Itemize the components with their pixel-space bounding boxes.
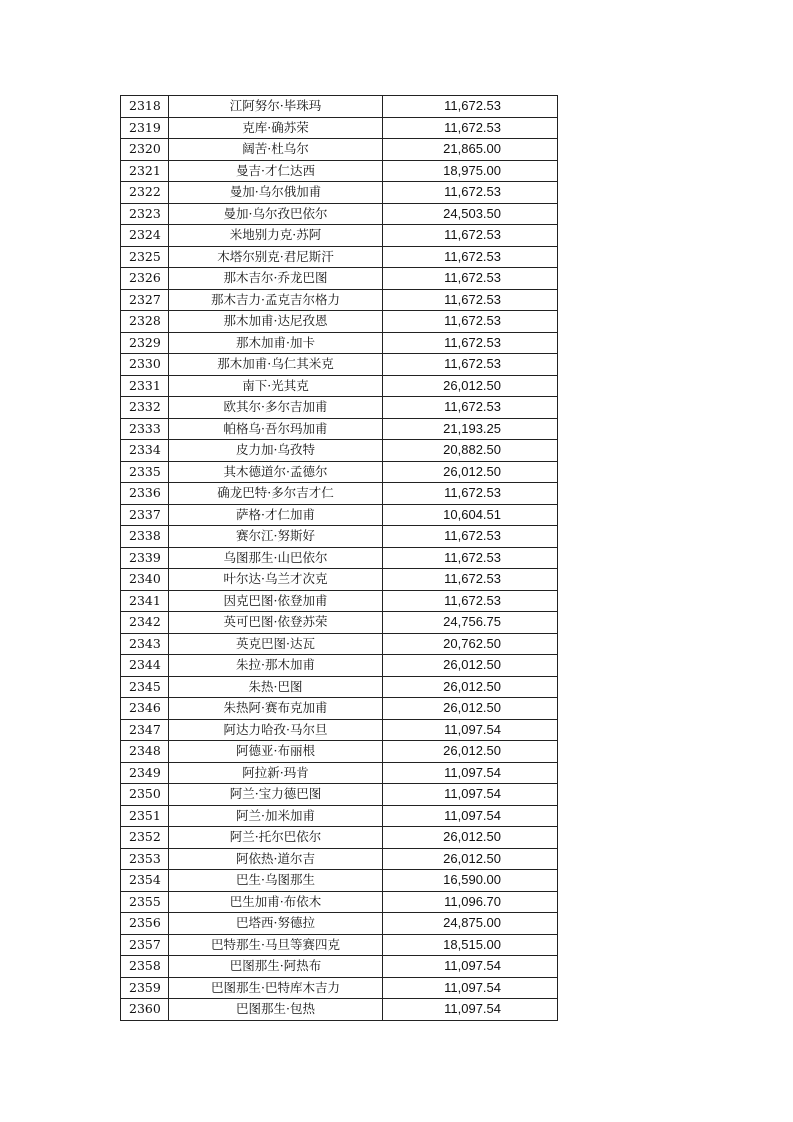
row-number-cell: 2318 (121, 96, 169, 118)
payee-name-cell: 阿依热·道尔吉 (169, 848, 383, 870)
payee-name-cell: 巴图那生·包热 (169, 999, 383, 1021)
table-row (121, 676, 558, 698)
table-row (121, 504, 558, 526)
row-number-cell: 2353 (121, 848, 169, 870)
payee-name-cell: 阿兰·宝力德巴图 (169, 784, 383, 806)
amount-cell: 11,097.54 (383, 784, 558, 806)
table-row (121, 96, 558, 118)
table-row (121, 139, 558, 161)
amount-cell: 16,590.00 (383, 870, 558, 892)
table-row (121, 590, 558, 612)
row-number-cell: 2342 (121, 612, 169, 634)
amount-cell: 24,503.50 (383, 203, 558, 225)
row-number-cell: 2326 (121, 268, 169, 290)
row-number-cell: 2319 (121, 117, 169, 139)
table-row (121, 913, 558, 935)
table-row (121, 612, 558, 634)
payee-name-cell: 萨格·才仁加甫 (169, 504, 383, 526)
amount-cell: 11,672.53 (383, 332, 558, 354)
row-number-cell: 2333 (121, 418, 169, 440)
table-row (121, 956, 558, 978)
amount-cell: 26,012.50 (383, 848, 558, 870)
amount-cell: 26,012.50 (383, 827, 558, 849)
table-row (121, 117, 558, 139)
table-row (121, 246, 558, 268)
amount-cell: 18,515.00 (383, 934, 558, 956)
amount-cell: 11,672.53 (383, 246, 558, 268)
row-number-cell: 2345 (121, 676, 169, 698)
row-number-cell: 2330 (121, 354, 169, 376)
payee-name-cell: 帕格乌·吾尔玛加甫 (169, 418, 383, 440)
row-number-cell: 2334 (121, 440, 169, 462)
table-row (121, 934, 558, 956)
payee-name-cell: 巴图那生·阿热布 (169, 956, 383, 978)
payment-ledger-table (120, 95, 558, 1021)
payee-name-cell: 阿达力哈孜·马尔旦 (169, 719, 383, 741)
payee-name-cell: 巴图那生·巴特库木吉力 (169, 977, 383, 999)
payee-name-cell: 那木加甫·达尼孜恩 (169, 311, 383, 333)
payee-name-cell: 南下·光其克 (169, 375, 383, 397)
row-number-cell: 2329 (121, 332, 169, 354)
amount-cell: 11,097.54 (383, 762, 558, 784)
row-number-cell: 2338 (121, 526, 169, 548)
table-row (121, 762, 558, 784)
payee-name-cell: 阿兰·加米加甫 (169, 805, 383, 827)
amount-cell: 11,097.54 (383, 999, 558, 1021)
payee-name-cell: 朱拉·那木加甫 (169, 655, 383, 677)
amount-cell: 11,096.70 (383, 891, 558, 913)
row-number-cell: 2349 (121, 762, 169, 784)
amount-cell: 11,097.54 (383, 805, 558, 827)
amount-cell: 26,012.50 (383, 676, 558, 698)
amount-cell: 26,012.50 (383, 461, 558, 483)
amount-cell: 24,756.75 (383, 612, 558, 634)
payee-name-cell: 那木吉力·孟克吉尔格力 (169, 289, 383, 311)
row-number-cell: 2344 (121, 655, 169, 677)
payee-name-cell: 那木吉尔·乔龙巴图 (169, 268, 383, 290)
payee-name-cell: 江阿努尔·毕珠玛 (169, 96, 383, 118)
table-row (121, 375, 558, 397)
row-number-cell: 2358 (121, 956, 169, 978)
table-row (121, 311, 558, 333)
payee-name-cell: 巴特那生·马旦等赛四克 (169, 934, 383, 956)
amount-cell: 11,672.53 (383, 526, 558, 548)
row-number-cell: 2346 (121, 698, 169, 720)
payee-name-cell: 赛尔江·努斯好 (169, 526, 383, 548)
table-row (121, 870, 558, 892)
payee-name-cell: 米地别力克·苏阿 (169, 225, 383, 247)
row-number-cell: 2347 (121, 719, 169, 741)
payee-name-cell: 其木德道尔·孟德尔 (169, 461, 383, 483)
table-row (121, 891, 558, 913)
payee-name-cell: 阔苦·杜乌尔 (169, 139, 383, 161)
row-number-cell: 2340 (121, 569, 169, 591)
table-row (121, 332, 558, 354)
table-row (121, 268, 558, 290)
amount-cell: 20,882.50 (383, 440, 558, 462)
table-row (121, 160, 558, 182)
table-row (121, 203, 558, 225)
payee-name-cell: 欧其尔·多尔吉加甫 (169, 397, 383, 419)
table-row (121, 633, 558, 655)
payee-name-cell: 巴生·乌图那生 (169, 870, 383, 892)
row-number-cell: 2332 (121, 397, 169, 419)
ledger-body (121, 96, 558, 1021)
payee-name-cell: 确龙巴特·多尔吉才仁 (169, 483, 383, 505)
payee-name-cell: 英克巴图·达瓦 (169, 633, 383, 655)
payee-name-cell: 那木加甫·乌仁其米克 (169, 354, 383, 376)
table-row (121, 848, 558, 870)
row-number-cell: 2325 (121, 246, 169, 268)
table-row (121, 289, 558, 311)
row-number-cell: 2337 (121, 504, 169, 526)
row-number-cell: 2341 (121, 590, 169, 612)
amount-cell: 26,012.50 (383, 655, 558, 677)
table-row (121, 805, 558, 827)
amount-cell: 10,604.51 (383, 504, 558, 526)
row-number-cell: 2324 (121, 225, 169, 247)
table-row (121, 977, 558, 999)
payee-name-cell: 因克巴图·依登加甫 (169, 590, 383, 612)
row-number-cell: 2336 (121, 483, 169, 505)
table-row (121, 526, 558, 548)
amount-cell: 26,012.50 (383, 698, 558, 720)
amount-cell: 20,762.50 (383, 633, 558, 655)
amount-cell: 11,672.53 (383, 117, 558, 139)
row-number-cell: 2339 (121, 547, 169, 569)
row-number-cell: 2335 (121, 461, 169, 483)
amount-cell: 11,097.54 (383, 719, 558, 741)
payee-name-cell: 木塔尔别克·君尼斯汗 (169, 246, 383, 268)
amount-cell: 24,875.00 (383, 913, 558, 935)
row-number-cell: 2354 (121, 870, 169, 892)
payee-name-cell: 那木加甫·加卡 (169, 332, 383, 354)
table-row (121, 418, 558, 440)
table-row (121, 698, 558, 720)
row-number-cell: 2331 (121, 375, 169, 397)
amount-cell: 11,672.53 (383, 182, 558, 204)
amount-cell: 26,012.50 (383, 741, 558, 763)
row-number-cell: 2350 (121, 784, 169, 806)
row-number-cell: 2359 (121, 977, 169, 999)
payee-name-cell: 朱热阿·赛布克加甫 (169, 698, 383, 720)
amount-cell: 11,672.53 (383, 96, 558, 118)
payee-name-cell: 巴塔西·努德拉 (169, 913, 383, 935)
payee-name-cell: 巴生加甫·布依木 (169, 891, 383, 913)
amount-cell: 11,672.53 (383, 311, 558, 333)
table-row (121, 182, 558, 204)
payee-name-cell: 乌图那生·山巴依尔 (169, 547, 383, 569)
amount-cell: 11,097.54 (383, 956, 558, 978)
table-row (121, 483, 558, 505)
amount-cell: 11,672.53 (383, 268, 558, 290)
table-row (121, 440, 558, 462)
amount-cell: 11,672.53 (383, 483, 558, 505)
table-row (121, 569, 558, 591)
amount-cell: 11,672.53 (383, 225, 558, 247)
row-number-cell: 2348 (121, 741, 169, 763)
row-number-cell: 2352 (121, 827, 169, 849)
payee-name-cell: 叶尔达·乌兰才次克 (169, 569, 383, 591)
row-number-cell: 2357 (121, 934, 169, 956)
row-number-cell: 2320 (121, 139, 169, 161)
amount-cell: 21,193.25 (383, 418, 558, 440)
table-row (121, 461, 558, 483)
row-number-cell: 2322 (121, 182, 169, 204)
row-number-cell: 2328 (121, 311, 169, 333)
amount-cell: 11,672.53 (383, 590, 558, 612)
row-number-cell: 2343 (121, 633, 169, 655)
payee-name-cell: 曼加·乌尔孜巴依尔 (169, 203, 383, 225)
payee-name-cell: 英可巴图·依登苏荣 (169, 612, 383, 634)
table-row (121, 827, 558, 849)
amount-cell: 26,012.50 (383, 375, 558, 397)
amount-cell: 11,672.53 (383, 397, 558, 419)
row-number-cell: 2323 (121, 203, 169, 225)
amount-cell: 11,097.54 (383, 977, 558, 999)
amount-cell: 21,865.00 (383, 139, 558, 161)
table-row (121, 784, 558, 806)
payee-name-cell: 克库·确苏荣 (169, 117, 383, 139)
table-row (121, 719, 558, 741)
amount-cell: 11,672.53 (383, 547, 558, 569)
table-row (121, 999, 558, 1021)
row-number-cell: 2327 (121, 289, 169, 311)
table-row (121, 655, 558, 677)
table-row (121, 397, 558, 419)
payee-name-cell: 阿德亚·布丽根 (169, 741, 383, 763)
row-number-cell: 2356 (121, 913, 169, 935)
row-number-cell: 2351 (121, 805, 169, 827)
payee-name-cell: 阿拉新·玛肯 (169, 762, 383, 784)
table-row (121, 547, 558, 569)
amount-cell: 18,975.00 (383, 160, 558, 182)
row-number-cell: 2355 (121, 891, 169, 913)
amount-cell: 11,672.53 (383, 289, 558, 311)
table-row (121, 225, 558, 247)
row-number-cell: 2321 (121, 160, 169, 182)
table-row (121, 354, 558, 376)
payee-name-cell: 阿兰·托尔巴依尔 (169, 827, 383, 849)
payee-name-cell: 皮力加·乌孜特 (169, 440, 383, 462)
payee-name-cell: 曼加·乌尔俄加甫 (169, 182, 383, 204)
payee-name-cell: 曼吉·才仁达西 (169, 160, 383, 182)
payee-name-cell: 朱热·巴图 (169, 676, 383, 698)
amount-cell: 11,672.53 (383, 354, 558, 376)
row-number-cell: 2360 (121, 999, 169, 1021)
amount-cell: 11,672.53 (383, 569, 558, 591)
table-row (121, 741, 558, 763)
